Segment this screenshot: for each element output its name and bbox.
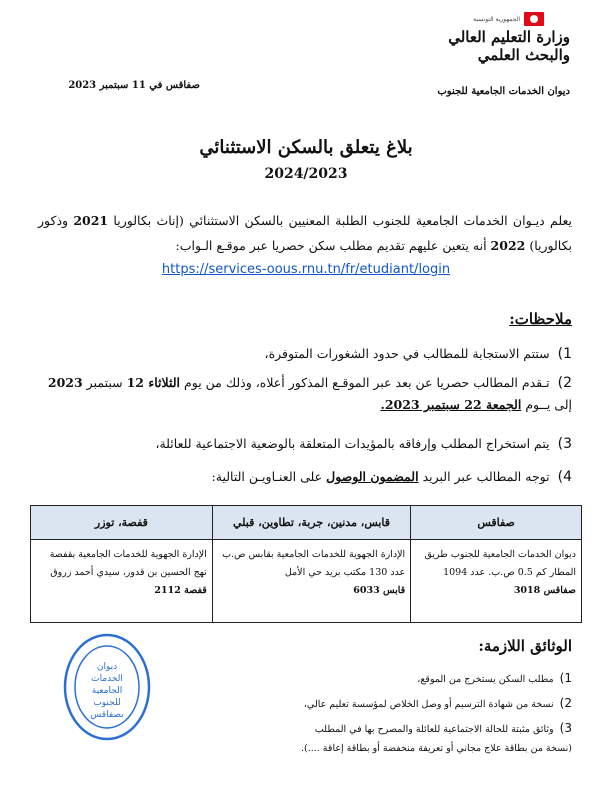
table-header-sfax: صفاقس xyxy=(411,506,582,540)
table-cell-sfax xyxy=(411,540,582,623)
stamp-line-5: بصفاقس xyxy=(90,710,124,720)
document-item-3 xyxy=(260,721,572,737)
address-city: صفاقس 3018 xyxy=(513,585,576,596)
tunisia-flag-icon xyxy=(524,12,544,26)
stamp-line-1: ديوان xyxy=(96,662,118,672)
notes-heading: ملاحظات: xyxy=(509,310,572,328)
table-row xyxy=(31,540,582,623)
intro-bold-2: 2022 xyxy=(490,238,526,253)
note-number: 1) xyxy=(557,346,572,362)
doc-text: مطلب السكن يستخرج من الموقع، xyxy=(417,674,554,685)
note-2 xyxy=(38,372,572,416)
address-table xyxy=(30,505,582,623)
academic-year: 2024/2023 xyxy=(264,166,348,182)
note-bold: الثلاثاء 12 xyxy=(126,375,181,390)
intro-text-2: وذكور بكالوريا) xyxy=(38,213,572,253)
table-cell-gafsa xyxy=(31,540,213,623)
intro-paragraph xyxy=(38,208,572,258)
note-number: 4) xyxy=(557,469,572,485)
doc-text: وثائق مثبتة للحالة الاجتماعية للعائلة والمصرح بها في المطلب xyxy=(314,724,554,735)
republic-label: الجمهورية التونسية xyxy=(473,16,520,23)
address-city: قفصة 2112 xyxy=(154,585,207,596)
table-cell-gabes xyxy=(212,540,410,623)
note-text: ستتم الاستجابة للمطالب في حدود الشغورات المتوفرة، xyxy=(264,346,550,361)
document-item-2 xyxy=(260,696,572,712)
application-link[interactable]: https://services-oous.rnu.tn/fr/etudiant/login xyxy=(161,262,451,277)
note-bold: 2023 xyxy=(47,375,83,390)
note-text: توجه المطالب عبر البريد xyxy=(422,469,550,484)
office-name: ديوان الخدمات الجامعية للجنوب xyxy=(437,86,570,97)
page-title: بلاغ يتعلق بالسكن الاستثنائي xyxy=(199,137,413,158)
documents-heading: الوثائق اللازمة: xyxy=(478,637,572,655)
intro-text-1: يعلم ديـوان الخدمات الجامعية للجنوب الطلبة المعنيين بالسكن الاستثنائي (إناث بكالوريا xyxy=(113,213,572,228)
ministry-name xyxy=(420,28,570,64)
note-text: على العنـاويـن التالية: xyxy=(211,469,323,484)
note-3 xyxy=(38,433,572,455)
doc-text: نسخة من شهادة الترسيم أو وصل الخلاص لمؤسسة تعليم عالي، xyxy=(303,699,554,710)
note-number: 2) xyxy=(557,375,572,391)
document-item-3-detail xyxy=(260,742,572,756)
address-text: الإدارة الجهوية للخدمات الجامعية بقفصة نهج الحسين بن قدور، سيدي أحمد زروق xyxy=(49,549,207,578)
note-text: يتم استخراج المطلب وإرفاقه بالمؤيدات المتعلقة بالوضعية الاجتماعية للعائلة، xyxy=(155,436,550,451)
table-header-row xyxy=(31,506,582,540)
note-bold: الجمعة 22 سبتمبر 2023. xyxy=(380,397,522,412)
note-number: 3) xyxy=(557,436,572,452)
address-city: قابس 6033 xyxy=(353,585,406,596)
official-stamp-icon xyxy=(62,632,152,742)
stamp-line-3: الجامعية xyxy=(91,686,123,696)
note-text: إلى يــوم xyxy=(525,397,572,412)
note-text: سبتمبر xyxy=(86,375,123,390)
ministry-line-2: والبحث العلمي xyxy=(477,46,570,64)
dateline: صفاقس في 11 سبتمبر 2023 xyxy=(68,80,200,91)
intro-text-3: أنه يتعين عليهم تقديم مطلب سكن حصريا عبر موقـع الـواب: xyxy=(175,238,487,253)
address-text: ديوان الخدمات الجامعية للجنوب طريق المطار كم 0.5 ص.ب. عدد 1094 xyxy=(424,549,576,578)
document-item-1 xyxy=(260,671,572,687)
table-header-gabes: قابس، مدنين، جربة، تطاوين، قبلي xyxy=(212,506,410,540)
note-bold: المضمون الوصول xyxy=(326,469,419,484)
doc-number: 1) xyxy=(559,671,572,685)
note-4 xyxy=(38,466,572,488)
note-1 xyxy=(38,343,572,365)
intro-bold-1: 2021 xyxy=(73,213,109,228)
address-text: الإدارة الجهوية للخدمات الجامعية بقابس ص.ب عدد 130 مكتب بريد حي الأمل xyxy=(222,549,406,578)
doc-number: 2) xyxy=(559,696,572,710)
doc-number: 3) xyxy=(559,721,572,735)
doc-text: (نسخة من بطاقة علاج مجاني أو تعريفة منخفضة أو بطاقة إعاقة ....). xyxy=(300,743,572,754)
ministry-line-1: وزارة التعليم العالي xyxy=(448,28,570,46)
table-header-gafsa: قفصة، توزر xyxy=(31,506,213,540)
note-text: تـقدم المطالب حصريا عن بعد عبر الموقـع المذكور أعلاه، وذلك من يوم xyxy=(184,375,550,390)
stamp-line-4: للجنوب xyxy=(93,698,121,708)
stamp-line-2: الخدمات xyxy=(91,674,123,684)
